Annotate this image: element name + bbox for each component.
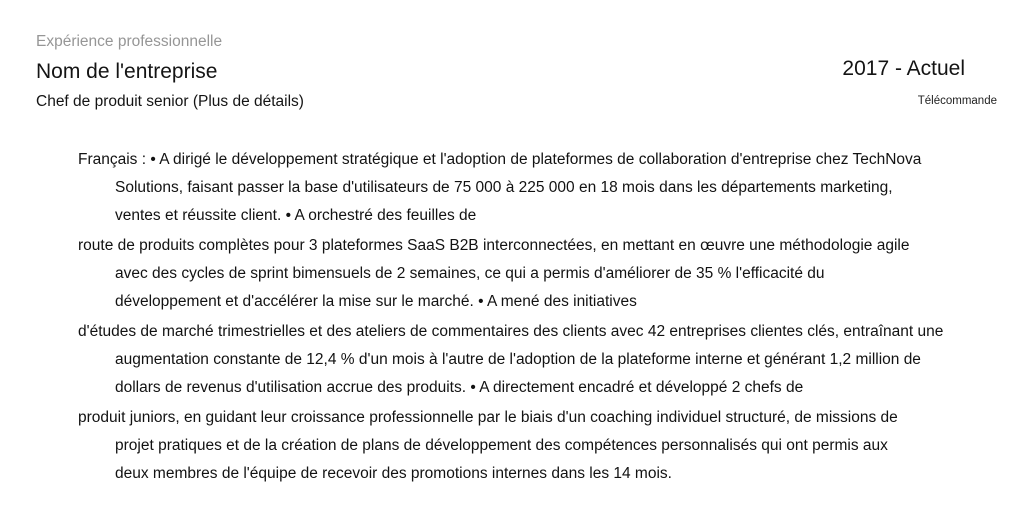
section-label: Expérience professionnelle <box>36 33 223 50</box>
company-name: Nom de l'entreprise <box>36 60 218 83</box>
location-label: Télécommande <box>917 95 997 107</box>
job-title-row <box>36 93 304 111</box>
experience-paragraph: produit juniors, en guidant leur croissance professionnelle par le biais d'un coaching individuel structuré, de missions de projet pratiques et de la création de plans de développement des compétences personnalisés qui ont permis aux deux membres de l'équipe de recevoir des promotions internes dans les 14 mois. <box>78 409 898 482</box>
experience-paragraph: route de produits complètes pour 3 plateformes SaaS B2B interconnectées, en mettant en œuvre une méthodologie agile avec des cycles de sprint bimensuels de 2 semaines, ce qui a permis d'améliorer de 35 % l'efficacité du développement et d'accélérer la mise sur le marché. • A mené des initiatives <box>78 237 910 310</box>
experience-description <box>36 146 996 490</box>
more-details-toggle[interactable]: (Plus de détails) <box>192 93 304 110</box>
experience-paragraph: Français : • A dirigé le développement stratégique et l'adoption de plateformes de collaboration d'entreprise chez TechNova Solutions, faisant passer la base d'utilisateurs de 75 000 à 225 000 en 18 mois dans les départements marketing, ventes et réussite client. • A orchestré des feuilles de <box>78 151 922 224</box>
date-range: 2017 - Actuel <box>842 57 965 80</box>
job-title: Chef de produit senior <box>36 93 189 110</box>
experience-paragraph: d'études de marché trimestrielles et des ateliers de commentaires des clients avec 42 entreprises clientes clés, entraînant une augmentation constante de 12,4 % d'un mois à l'autre de l'adoption de la plateforme interne et générant 1,2 million de dollars de revenus d'utilisation accrue des produits. • A directement encadré et développé 2 chefs de <box>78 323 944 396</box>
